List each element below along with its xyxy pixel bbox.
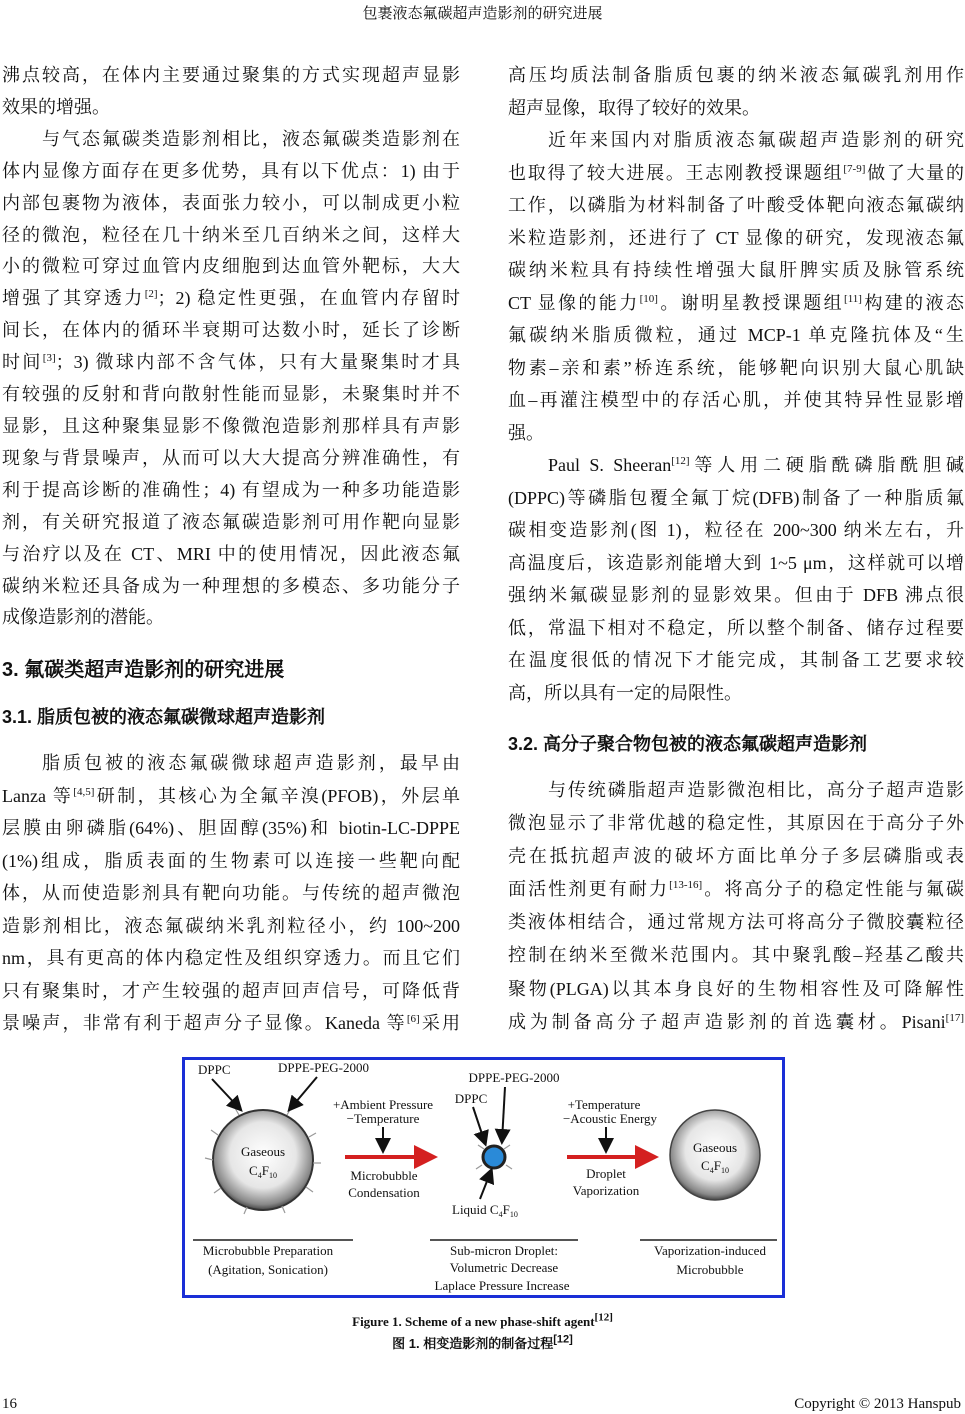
text-line <box>508 59 964 92</box>
text-segment: 构建的液态 <box>861 292 964 313</box>
citation: [17] <box>945 1011 964 1024</box>
label-microbubble: Microbubble <box>350 1168 418 1183</box>
text-segment: 等人用二硬脂酰磷脂酰胆碱 <box>689 455 964 475</box>
text-line <box>508 939 964 972</box>
figure-caption-en: Figure 1. Scheme of a new phase-shift agent[12] <box>352 1311 613 1329</box>
text-segment: 内部包裹物为液体，表面张力较小，可以制成更小粒 <box>2 192 460 213</box>
text-segment: 物素–亲和素”桥连系统，能够靶向识别大鼠心肌缺 <box>508 357 964 378</box>
text-line <box>508 384 964 417</box>
text-segment: 碳相变造影剂(图 1)，粒径在 200~300 纳米左右，升 <box>508 520 964 540</box>
text-segment: 现象与背景噪声，从而可以大大提高分辨准确性，有 <box>2 447 460 468</box>
text-segment: 采用 <box>419 1013 460 1033</box>
label-c4f10-2: $C_4F_{10}$ <box>701 1158 729 1175</box>
text-line <box>2 156 460 188</box>
text-segment: 类液体相结合，通过常规方法可将高分子微胶囊粒径 <box>508 912 964 933</box>
label-droplet: Droplet <box>586 1166 626 1181</box>
text-line <box>2 910 460 943</box>
citation: [3] <box>42 352 56 365</box>
text-segment: 沸点较高，在体内主要通过聚集的方式实现超声显影 <box>2 65 460 85</box>
text-segment: 小的微粒可穿过血管内皮细胞到达血管外靶标，大大 <box>2 256 460 277</box>
text-segment: 碳纳米粒还具备成为一种理想的多模态、多功能分子 <box>2 575 460 596</box>
text-segment: (DPPC)等磷脂包覆全氟丁烷(DFB)制备了一种脂质氟 <box>508 487 964 508</box>
label-stage-3-detail: Microbubble <box>676 1262 744 1277</box>
text-segment: ；2) 稳定性更强，在血管内存留时 <box>157 288 460 309</box>
label-stage-2: Sub-micron Droplet: <box>450 1243 558 1258</box>
section-heading-3-1: 3.1. 脂质包被的液态氟碳微球超声造影剂 <box>2 707 326 727</box>
text-line <box>508 254 964 287</box>
text-segment: 聚物(PLGA)以其本身良好的生物相容性及可降解性 <box>508 978 964 999</box>
text-segment: 效果的增强。 <box>2 96 110 117</box>
text-line <box>508 92 964 125</box>
text-line <box>508 807 964 840</box>
text-line <box>508 1006 964 1039</box>
label-dppe-peg-2000: DPPE-PEG-2000 <box>278 1060 370 1075</box>
text-line <box>2 747 460 780</box>
citation: [11] <box>844 292 862 305</box>
label-minus-temperature: −Temperature <box>346 1111 420 1126</box>
text-segment: 高温度后，该造影剂能增大到 1~5 μm，这样就可以增 <box>508 552 964 573</box>
text-segment: 强纳米氟碳显影剂的显影效果。但由于 DFB 沸点很 <box>508 585 964 605</box>
text-line <box>2 942 460 975</box>
text-segment: 与气态氟碳类造影剂相比，液态氟碳类造影剂在 <box>42 128 460 149</box>
text-segment: ；3) 微球内部不含气体，只有大量聚集时才具 <box>55 352 460 373</box>
text-line <box>508 319 964 352</box>
text-line <box>2 975 460 1008</box>
text-segment: 与治疗以及在 CT、MRI 中的使用情况，因此液态氟 <box>2 543 460 564</box>
text-line <box>2 780 460 813</box>
text-line <box>2 877 460 910</box>
text-segment: (1%)组成，脂质表面的生物素可以连接一些靶向配 <box>2 850 460 871</box>
text-line <box>2 507 460 539</box>
label-dppc-2: DPPC <box>454 1091 488 1106</box>
text-segment: 与传统磷脂超声造影微泡相比，高分子超声造影 <box>548 780 964 800</box>
text-line <box>508 287 964 320</box>
label-dppe-peg-2000-2: DPPE-PEG-2000 <box>468 1070 560 1085</box>
text-line <box>508 189 964 222</box>
text-segment: 在温度很低的情况下才能完成，其制备工艺要求较 <box>508 650 964 670</box>
text-segment: 微泡显示了非常优越的稳定性，其原因在于高分子外 <box>508 813 964 834</box>
label-acoustic-energy: −Acoustic Energy <box>562 1111 658 1126</box>
label-liquid-c4f10: Liquid $C_4F_{10}$ <box>452 1202 518 1219</box>
text-line <box>2 60 460 92</box>
running-header: 包裹液态氟碳超声造影剂的研究进展 <box>362 6 603 22</box>
text-segment: 低，常温下相对不稳定，所以整个制备、储存过程要 <box>508 617 964 638</box>
text-line <box>508 222 964 255</box>
text-segment: Lanza 等 <box>2 785 74 806</box>
citation: [7-9] <box>843 162 866 175</box>
text-line <box>2 443 460 475</box>
text-line <box>2 571 460 603</box>
text-segment: 时间 <box>2 352 43 373</box>
text-line <box>508 547 964 580</box>
text-segment: 氟碳纳米脂质微粒，通过 MCP-1 单克隆抗体及“生 <box>508 325 964 345</box>
text-line <box>508 906 964 939</box>
text-segment: 做了大量的 <box>865 162 964 183</box>
gaseous-microbubble <box>213 1110 313 1210</box>
text-segment: 工作，以磷脂为材料制备了叶酸受体靶向液态氟碳纳 <box>508 195 964 215</box>
text-segment: 也取得了较大进展。王志刚教授课题组 <box>508 162 844 183</box>
text-segment: 超声显像，取得了较好的效果。 <box>508 97 760 118</box>
text-line <box>508 352 964 385</box>
text-segment: 碳纳米粒具有持续性增强大鼠肝脾实质及脉管系统 <box>508 260 964 280</box>
text-segment: nm，具有更高的体内稳定性及组织穿透力。而且它们 <box>2 948 460 968</box>
text-segment: 径的微泡，粒径在几十纳米至几百纳米之间，这样大 <box>2 224 460 245</box>
text-segment: 成为制备高分子超声造影剂的首选囊材。Pisani <box>508 1011 946 1032</box>
text-segment: 控制在纳米至微米范围内。其中聚乳酸–羟基乙酸共 <box>508 945 964 966</box>
label-dppc: DPPC <box>198 1062 231 1077</box>
text-line <box>2 220 460 252</box>
text-line <box>508 612 964 645</box>
text-line <box>508 774 964 807</box>
label-plus-temperature: +Temperature <box>567 1097 641 1112</box>
section-heading-3-2: 3.2. 高分子聚合物包被的液态氟碳超声造影剂 <box>508 734 868 754</box>
label-stage-2-detail-2: Laplace Pressure Increase <box>434 1278 570 1293</box>
text-line <box>2 602 460 634</box>
text-segment: 近年来国内对脂质液态氟碳超声造影剂的研究 <box>548 130 964 150</box>
text-line <box>508 157 964 190</box>
text-segment: 米粒造影剂，还进行了 CT 显像的研究，发现液态氟 <box>508 227 964 248</box>
citation: [13-16] <box>669 879 703 892</box>
text-segment: 体，从而使造影剂具有靶向功能。与传统的超声微泡 <box>2 883 460 903</box>
page-number: 16 <box>2 1396 17 1412</box>
text-segment: 景噪声，非常有利于超声分子显像。Kaneda 等 <box>2 1013 407 1033</box>
figure-diagram <box>182 1057 785 1298</box>
text-segment: 成像造影剂的潜能。 <box>2 607 164 628</box>
text-segment: 高，所以具有一定的局限性。 <box>508 682 742 703</box>
figure-1-phase-shift-scheme <box>182 1057 785 1298</box>
copyright: Copyright © 2013 Hanspub <box>794 1396 961 1412</box>
text-segment: 造影剂相比，液态氟碳纳米乳剂粒径小，约 100~200 <box>2 915 460 936</box>
text-line <box>508 514 964 547</box>
citation: [6] <box>406 1013 420 1025</box>
left-column-block-2 <box>2 747 460 1040</box>
label-gaseous: Gaseous <box>240 1144 286 1159</box>
text-line <box>2 539 460 571</box>
text-line <box>2 251 460 283</box>
text-line <box>508 124 964 157</box>
text-line <box>2 347 460 379</box>
text-line <box>508 973 964 1006</box>
label-vaporization: Vaporization <box>572 1183 640 1198</box>
text-segment: 显影，且这种聚集显影不像微泡造影剂那样具有声影 <box>2 415 460 436</box>
label-gaseous-2: Gaseous <box>692 1140 738 1155</box>
text-line <box>508 840 964 873</box>
text-segment: 。将高分子的稳定性能与氟碳 <box>702 879 964 900</box>
citation: [10] <box>639 292 658 305</box>
text-segment: 研制，其核心为全氟辛溴(PFOB)，外层单 <box>94 785 460 806</box>
text-line <box>508 677 964 710</box>
text-line <box>2 92 460 124</box>
label-ambient-pressure: +Ambient Pressure <box>332 1097 434 1112</box>
text-line <box>508 417 964 450</box>
text-segment: 有较强的反射和背向散射性能而显影，未聚集时并不 <box>2 384 460 405</box>
text-segment: 强。 <box>508 422 544 443</box>
label-stage-2-detail-1: Volumetric Decrease <box>449 1260 559 1275</box>
label-stage-1: Microbubble Preparation <box>202 1243 334 1258</box>
right-column-block-1 <box>508 59 964 709</box>
label-condensation: Condensation <box>348 1185 420 1200</box>
text-segment: 高压均质法制备脂质包裹的纳米液态氟碳乳剂用作 <box>508 65 964 85</box>
liquid-droplet <box>483 1146 505 1168</box>
text-segment: 体内显像方面存在更多优势，具有以下优点：1) 由于 <box>2 160 460 181</box>
text-segment: 壳在抵抗超声波的破坏方面比单分子多层磷脂或表 <box>508 846 964 867</box>
text-line <box>508 644 964 677</box>
figure-caption-zh: 图 1. 相变造影剂的制备过程[12] <box>392 1333 573 1351</box>
left-column-block-1 <box>2 60 460 634</box>
text-segment: Paul S. Sheeran <box>548 455 672 475</box>
citation: [12] <box>671 455 690 467</box>
text-line <box>508 873 964 906</box>
text-line <box>2 475 460 507</box>
text-segment: 只有聚集时，才产生较强的超声回声信号，可降低背 <box>2 980 460 1001</box>
text-line <box>2 812 460 845</box>
text-segment: 利于提高诊断的准确性；4) 有望成为一种多功能造影 <box>2 479 460 500</box>
text-segment: 血–再灌注模型中的存活心肌，并使其特异性显影增 <box>508 390 964 410</box>
text-line <box>2 411 460 443</box>
text-line <box>2 315 460 347</box>
text-segment: 间长，在体内的循环半衰期可达数小时，延长了诊断 <box>2 320 460 341</box>
label-stage-3: Vaporization-induced <box>654 1243 766 1258</box>
text-line <box>508 482 964 515</box>
text-segment: 剂，有关研究报道了液态氟碳造影剂可用作靶向显影 <box>2 511 460 532</box>
text-line <box>508 449 964 482</box>
section-heading-3: 3. 氟碳类超声造影剂的研究进展 <box>2 659 285 681</box>
citation: [4,5] <box>73 785 95 798</box>
text-line <box>2 124 460 156</box>
label-c4f10: $C_4F_{10}$ <box>249 1163 277 1180</box>
text-segment: 层膜由卵磷脂(64%)、胆固醇(35%)和 biotin-LC-DPPE <box>2 818 460 838</box>
label-stage-1-detail: (Agitation, Sonication) <box>208 1262 328 1277</box>
text-segment: 。谢明星教授课题组 <box>657 292 845 313</box>
text-segment: CT 显像的能力 <box>508 292 640 313</box>
text-segment: 脂质包被的液态氟碳微球超声造影剂，最早由 <box>42 753 460 773</box>
text-line <box>2 283 460 315</box>
text-line <box>2 188 460 220</box>
text-segment: 面活性剂更有耐力 <box>508 879 670 900</box>
vaporized-microbubble <box>670 1110 760 1200</box>
citation: [2] <box>144 288 158 301</box>
text-segment: 增强了其穿透力 <box>2 288 145 309</box>
text-line <box>2 379 460 411</box>
text-line <box>508 579 964 612</box>
text-line <box>2 1007 460 1040</box>
text-line <box>2 845 460 878</box>
right-column-block-2 <box>508 774 964 1039</box>
